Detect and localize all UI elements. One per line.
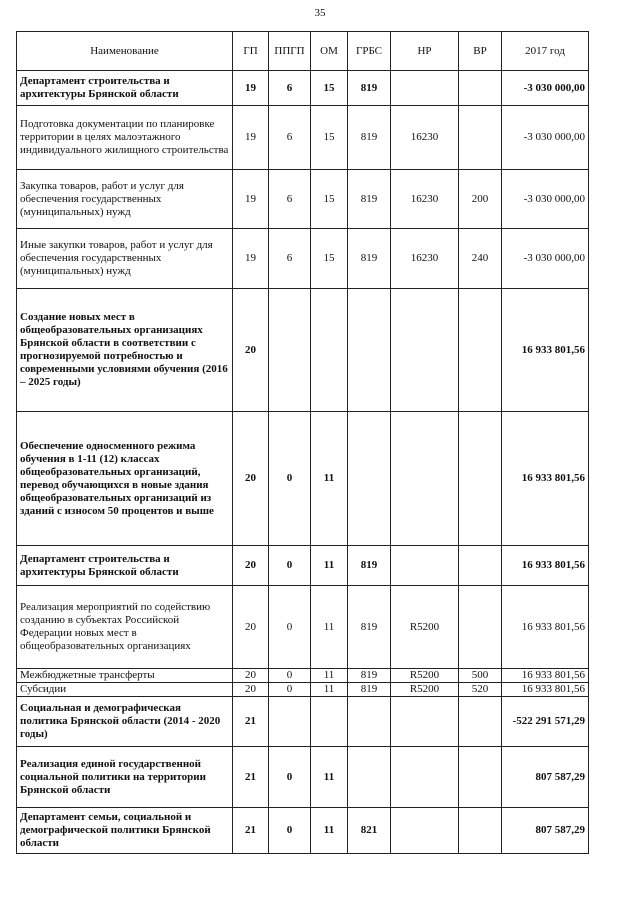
cell-grbs: 819: [348, 546, 391, 586]
cell-vr: [459, 546, 502, 586]
cell-ppgp: 6: [269, 106, 311, 170]
cell-vr: [459, 808, 502, 854]
header-name: Наименование: [17, 32, 233, 71]
cell-nr: [391, 289, 459, 412]
cell-nr: [391, 747, 459, 808]
cell-om: 11: [311, 586, 348, 669]
cell-om: 15: [311, 106, 348, 170]
cell-grbs: 821: [348, 808, 391, 854]
cell-amount: 807 587,29: [502, 808, 589, 854]
cell-name: Создание новых мест в общеобразовательных организациях Брянской области в соответствии с прогнозируемой потребностью и современными условиями обучения (2016 – 2025 годы): [17, 289, 233, 412]
cell-name: Обеспечение односменного режима обучения в 1-11 (12) классах общеобразовательных организаций, перевод обучающихся в новые здания общеобразовательных организаций из зданий с износом 50 процентов и выше: [17, 412, 233, 546]
cell-name: Департамент строительства и архитектуры Брянской области: [17, 71, 233, 106]
cell-nr: [391, 697, 459, 747]
header-amount: 2017 год: [502, 32, 589, 71]
cell-grbs: [348, 697, 391, 747]
table-row: [17, 586, 589, 669]
cell-om: 15: [311, 71, 348, 106]
cell-name: Подготовка документации по планировке территории в целях малоэтажного индивидуального жилищного строительства: [17, 106, 233, 170]
cell-grbs: 819: [348, 586, 391, 669]
table-row: [17, 546, 589, 586]
cell-grbs: 819: [348, 170, 391, 229]
header-vr: ВР: [459, 32, 502, 71]
cell-ppgp: 0: [269, 586, 311, 669]
cell-vr: [459, 106, 502, 170]
cell-grbs: 819: [348, 683, 391, 697]
cell-ppgp: 0: [269, 683, 311, 697]
cell-ppgp: 0: [269, 808, 311, 854]
table-row: [17, 229, 589, 289]
cell-ppgp: 6: [269, 229, 311, 289]
cell-name: Реализация мероприятий по содействию созданию в субъектах Российской Федерации новых мест в общеобразовательных организациях: [17, 586, 233, 669]
cell-vr: [459, 289, 502, 412]
table-row: [17, 808, 589, 854]
cell-om: [311, 289, 348, 412]
page-number: 35: [314, 7, 326, 19]
cell-ppgp: 6: [269, 170, 311, 229]
cell-nr: R5200: [391, 669, 459, 683]
cell-grbs: 819: [348, 229, 391, 289]
cell-ppgp: [269, 289, 311, 412]
cell-grbs: 819: [348, 71, 391, 106]
cell-nr: [391, 71, 459, 106]
cell-nr: R5200: [391, 683, 459, 697]
cell-name: Реализация единой государственной социальной политики на территории Брянской области: [17, 747, 233, 808]
cell-amount: -3 030 000,00: [502, 71, 589, 106]
cell-om: 15: [311, 229, 348, 289]
cell-om: 11: [311, 747, 348, 808]
cell-ppgp: [269, 697, 311, 747]
header-nr: НР: [391, 32, 459, 71]
cell-ppgp: 0: [269, 546, 311, 586]
cell-om: 11: [311, 546, 348, 586]
cell-gp: 19: [233, 71, 269, 106]
cell-vr: [459, 586, 502, 669]
cell-vr: [459, 412, 502, 546]
header-grbs: ГРБС: [348, 32, 391, 71]
cell-nr: [391, 546, 459, 586]
cell-om: 11: [311, 808, 348, 854]
table-row: [17, 683, 589, 697]
table-body: [17, 71, 589, 854]
cell-nr: 16230: [391, 170, 459, 229]
cell-grbs: [348, 412, 391, 546]
cell-ppgp: 0: [269, 412, 311, 546]
cell-gp: 20: [233, 289, 269, 412]
table-header-row: [17, 32, 589, 71]
cell-vr: [459, 71, 502, 106]
cell-gp: 21: [233, 747, 269, 808]
cell-grbs: [348, 747, 391, 808]
cell-gp: 20: [233, 683, 269, 697]
cell-gp: 19: [233, 170, 269, 229]
cell-vr: [459, 747, 502, 808]
cell-name: Субсидии: [17, 683, 233, 697]
cell-name: Департамент строительства и архитектуры Брянской области: [17, 546, 233, 586]
cell-ppgp: 0: [269, 747, 311, 808]
table-row: [17, 747, 589, 808]
cell-amount: -3 030 000,00: [502, 229, 589, 289]
cell-vr: [459, 697, 502, 747]
cell-name: Иные закупки товаров, работ и услуг для обеспечения государственных (муниципальных) нужд: [17, 229, 233, 289]
cell-gp: 19: [233, 106, 269, 170]
header-ppgp: ППГП: [269, 32, 311, 71]
cell-gp: 20: [233, 586, 269, 669]
cell-amount: 16 933 801,56: [502, 586, 589, 669]
cell-gp: 20: [233, 546, 269, 586]
cell-nr: R5200: [391, 586, 459, 669]
cell-amount: 16 933 801,56: [502, 683, 589, 697]
cell-ppgp: 0: [269, 669, 311, 683]
table-row: [17, 106, 589, 170]
cell-ppgp: 6: [269, 71, 311, 106]
cell-grbs: [348, 289, 391, 412]
cell-amount: -3 030 000,00: [502, 106, 589, 170]
cell-nr: 16230: [391, 229, 459, 289]
table-row: [17, 697, 589, 747]
cell-gp: 20: [233, 669, 269, 683]
cell-nr: [391, 412, 459, 546]
header-om: ОМ: [311, 32, 348, 71]
cell-vr: 240: [459, 229, 502, 289]
cell-om: 11: [311, 669, 348, 683]
cell-om: [311, 697, 348, 747]
cell-name: Межбюджетные трансферты: [17, 669, 233, 683]
cell-amount: 807 587,29: [502, 747, 589, 808]
cell-gp: 19: [233, 229, 269, 289]
cell-amount: 16 933 801,56: [502, 412, 589, 546]
table-row: [17, 412, 589, 546]
cell-name: Закупка товаров, работ и услуг для обеспечения государственных (муниципальных) нужд: [17, 170, 233, 229]
cell-amount: -522 291 571,29: [502, 697, 589, 747]
budget-table: [16, 31, 589, 854]
cell-amount: 16 933 801,56: [502, 546, 589, 586]
cell-nr: [391, 808, 459, 854]
cell-amount: -3 030 000,00: [502, 170, 589, 229]
cell-grbs: 819: [348, 669, 391, 683]
cell-amount: 16 933 801,56: [502, 669, 589, 683]
cell-name: Социальная и демографическая политика Брянской области (2014 - 2020 годы): [17, 697, 233, 747]
cell-nr: 16230: [391, 106, 459, 170]
cell-om: 15: [311, 170, 348, 229]
table-row: [17, 170, 589, 229]
cell-vr: 200: [459, 170, 502, 229]
cell-gp: 21: [233, 808, 269, 854]
cell-amount: 16 933 801,56: [502, 289, 589, 412]
table-row: [17, 669, 589, 683]
cell-name: Департамент семьи, социальной и демографической политики Брянской области: [17, 808, 233, 854]
cell-vr: 500: [459, 669, 502, 683]
cell-grbs: 819: [348, 106, 391, 170]
cell-gp: 20: [233, 412, 269, 546]
cell-gp: 21: [233, 697, 269, 747]
cell-vr: 520: [459, 683, 502, 697]
header-gp: ГП: [233, 32, 269, 71]
table-row: [17, 71, 589, 106]
table-row: [17, 289, 589, 412]
cell-om: 11: [311, 683, 348, 697]
cell-om: 11: [311, 412, 348, 546]
